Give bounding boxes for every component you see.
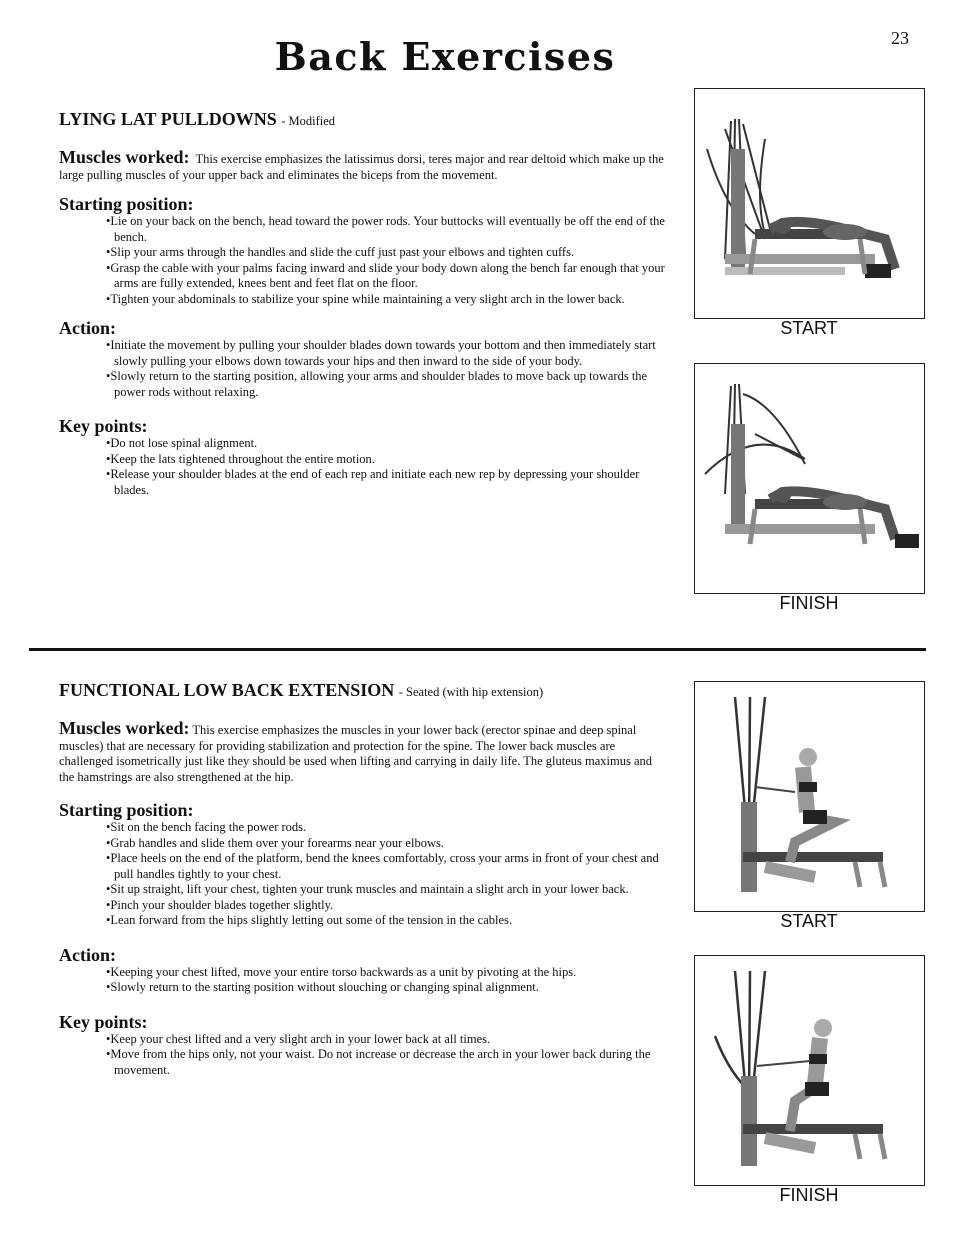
list-item: • Grasp the cable with your palms facing inward and slide your body down along the bench far enough that your arms are fully extended, knees bent and feet flat on the floor. [106, 261, 665, 292]
exercise-illustration [695, 956, 924, 1185]
key-points-list [59, 436, 665, 498]
low-back-extension-start-image [694, 681, 925, 912]
muscles-worked: Muscles worked: This exercise emphasizes the muscles in your lower back (erector spinae and deep spinal muscles) that are necessary for providing stabilization and protection for the spine. The lower back muscles are challenged isometrically just like they should be used when lifting and carrying in daily life. The gluteus maximus and the hamstrings are also strengthened at the hip. [59, 718, 653, 784]
list-item: • Sit up straight, lift your chest, tighten your trunk muscles and maintain a slight arch in your lower back. [106, 882, 665, 898]
page-title: Back Exercises [274, 34, 616, 79]
list-item: • Slowly return to the starting position, allowing your arms and shoulder blades to move back up towards the power rods without relaxing. [106, 369, 665, 400]
exercise-illustration [695, 364, 924, 593]
list-item: • Grab handles and slide them over your forearms near your elbows. [106, 836, 665, 852]
list-item: • Sit on the bench facing the power rods. [106, 820, 665, 836]
list-item: • Keep your chest lifted and a very slight arch in your lower back at all times. [106, 1032, 665, 1048]
exercise-section-low-back-extension [59, 680, 665, 1078]
action-heading: Action: [59, 318, 116, 339]
exercise-illustration [695, 89, 924, 318]
starting-position-heading: Starting position: [59, 194, 194, 215]
action-list [59, 338, 665, 400]
key-points-heading: Key points: [59, 1011, 148, 1032]
exercise-section-lat-pulldowns [59, 109, 665, 498]
list-item: • Keep the lats tightened throughout the entire motion. [106, 452, 665, 468]
list-item: • Lie on your back on the bench, head toward the power rods. Your buttocks will eventually be off the end of the bench. [106, 214, 665, 245]
list-item: • Tighten your abdominals to stabilize your spine while maintaining a very slight arch in the lower back. [106, 292, 665, 308]
starting-position-list [59, 214, 665, 307]
list-item: • Release your shoulder blades at the end of each rep and initiate each new rep by depressing your shoulder blades. [106, 467, 665, 498]
action-list [59, 965, 665, 996]
exercise-title: FUNCTIONAL LOW BACK EXTENSION - Seated (with hip extension) [59, 680, 544, 700]
lat-pulldown-start-image [694, 88, 925, 319]
image-caption-finish: FINISH [779, 1185, 839, 1205]
list-item: • Pinch your shoulder blades together slightly. [106, 898, 665, 914]
action-heading: Action: [59, 944, 116, 965]
list-item: • Move from the hips only, not your waist. Do not increase or decrease the arch in your lower back during the movement. [106, 1047, 665, 1078]
section-divider [29, 648, 926, 651]
page-number: 23 [891, 28, 909, 48]
low-back-extension-finish-image [694, 955, 925, 1186]
starting-position-list [59, 820, 665, 929]
list-item: • Do not lose spinal alignment. [106, 436, 665, 452]
exercise-illustration [695, 682, 924, 911]
list-item: • Lean forward from the hips slightly letting out some of the tension in the cables. [106, 913, 665, 929]
list-item: • Slowly return to the starting position without slouching or changing spinal alignment. [106, 980, 665, 996]
exercise-title: LYING LAT PULLDOWNS - Modified [59, 109, 336, 129]
muscles-worked: Muscles worked: This exercise emphasizes the latissimus dorsi, teres major and rear deltoid which make up the large pulling muscles of your upper back and eliminates the biceps from the movement. [59, 147, 664, 182]
list-item: • Place heels on the end of the platform, bend the knees comfortably, cross your arms in front of your chest and pull handles tightly to your chest. [106, 851, 665, 882]
key-points-list [59, 1032, 665, 1079]
image-caption-finish: FINISH [779, 593, 839, 613]
image-caption-start: START [780, 911, 838, 931]
lat-pulldown-finish-image [694, 363, 925, 594]
list-item: • Slip your arms through the handles and slide the cuff just past your elbows and tighten cuffs. [106, 245, 665, 261]
starting-position-heading: Starting position: [59, 800, 194, 821]
image-caption-start: START [780, 318, 838, 338]
key-points-heading: Key points: [59, 416, 148, 437]
list-item: • Initiate the movement by pulling your shoulder blades down towards your bottom and then immediately start slowly pulling your elbows down towards your hips and then inward to the side of your body. [106, 338, 665, 369]
list-item: • Keeping your chest lifted, move your entire torso backwards as a unit by pivoting at the hips. [106, 965, 665, 981]
